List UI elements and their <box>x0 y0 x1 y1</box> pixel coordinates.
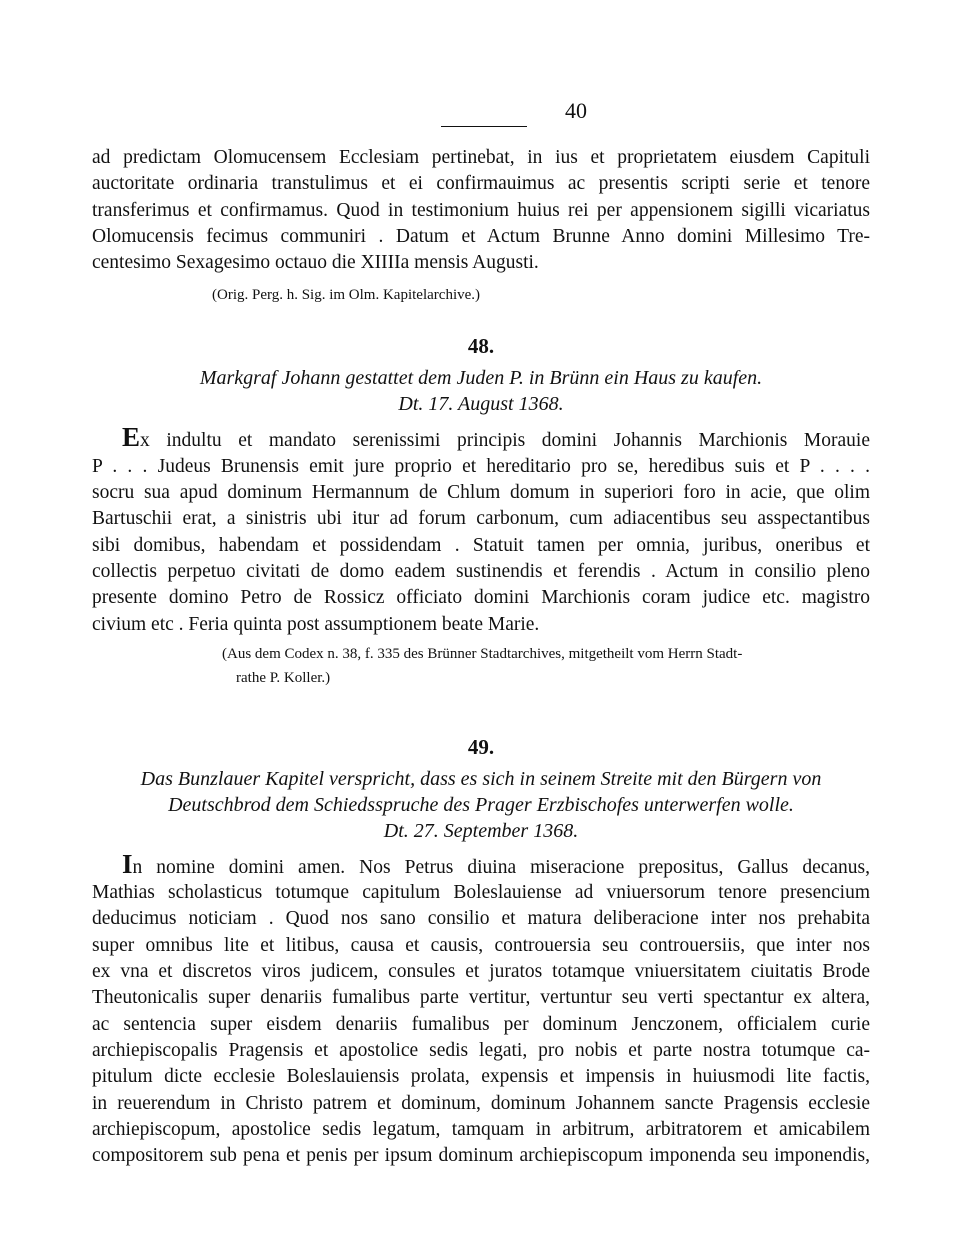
text-line: super omnibus lite et litibus, causa et causis, controuersia seu controuersiis, que inter nos <box>92 934 870 956</box>
text-line: deducimus noticiam . Quod nos sano consilio et matura deliberacione inter nos prehabita <box>92 908 870 930</box>
text-line: Mathias scholasticus totumque capitulum Boleslauiense ad vniuersorum tenore presencium <box>92 882 870 904</box>
text-line: ac sentencia super eisdem denariis fumalibus per dominum Jenczonem, officialem curie <box>92 1013 870 1035</box>
text-line <box>92 848 870 880</box>
text-line: archiepiscopum, apostolice sedis legatum, tamquam in arbitrum, arbitratorem et amicabilem <box>92 1118 870 1140</box>
first-line-text: n nomine domini amen. Nos Petrus diuina miseracione prepositus, Gallus decanus, <box>132 856 870 878</box>
heading-line: Deutschbrod dem Schiedsspruche des Prager Erzbischofes unterwerfen wolle. <box>168 793 794 816</box>
text-line: presente domino Petro de Rossicz officiato domini Marchionis coram judice etc. magistro <box>92 587 870 609</box>
document-heading <box>92 365 870 417</box>
text-line <box>92 422 870 453</box>
page-number: 40 <box>565 98 587 123</box>
document-number: 48. <box>467 334 495 359</box>
heading-line: Dt. 17. August 1368. <box>398 393 564 416</box>
intro-text <box>92 145 870 276</box>
initial-letter: I <box>122 848 133 879</box>
text-line: sibi domibus, habendam et possidendam . Statuit tamen per omnia, juribus, oneribus et <box>92 534 870 556</box>
heading-line: Das Bunzlauer Kapitel verspricht, dass es sich in seinem Streite mit den Bürgern von <box>140 767 822 790</box>
text-line: in reuerendum in Christo patrem et dominum, dominum Johannem sancte Pragensis ecclesie <box>92 1092 870 1114</box>
document-number: 49. <box>467 734 495 759</box>
text-line: ex vna et discretos viros judicem, consules et juratos totamque vniuersitatem ciuitatis Brode <box>92 961 870 983</box>
source-note: (Orig. Perg. h. Sig. im Olm. Kapitelarchive.) <box>212 287 481 304</box>
text-line: socru sua apud dominum Hermannum de Chlum domum in superiori foro in acie, que olim <box>92 482 870 504</box>
first-line-text: x indultu et mandato serenissimi principis domini Johannis Marchionis Morauie <box>140 430 870 452</box>
text-line: centesimo Sexagesimo octauo die XIIIIa mensis Augusti. <box>92 252 539 274</box>
page-number-rule <box>441 126 527 127</box>
heading-line: Markgraf Johann gestattet dem Juden P. in Brünn ein Haus zu kaufen. <box>199 367 763 390</box>
text-line: Theutonicalis super denariis fumalibus parte vertitur, vertuntur seu verti spectantur ex altera, <box>92 987 870 1009</box>
text-line: archiepiscopalis Pragensis et apostolice sedis legati, pro nobis et parte nostra totumque ca- <box>92 1039 870 1061</box>
text-line: Bartuschii erat, a sinistris ubi itur ad forum carbonum, cum adiacentibus seu asspectantibus <box>92 508 870 530</box>
initial-letter: E <box>122 422 141 453</box>
text-line: auctoritate ordinaria transtulimus et ei confirmauimus ac presentis scripti serie et tenore <box>92 173 870 195</box>
source-line: (Aus dem Codex n. 38, f. 335 des Brünner Stadtarchives, mitgetheilt vom Herrn Stadt- <box>222 645 743 662</box>
source-note <box>222 642 870 690</box>
document-body <box>92 848 870 1170</box>
text-line: P . . . Judeus Brunensis emit jure proprio et hereditario pro se, heredibus suis et P . . . . <box>92 455 870 477</box>
text-line: civium etc . Feria quinta post assumptionem beate Marie. <box>92 613 540 635</box>
heading-line: Dt. 27. September 1368. <box>383 819 579 842</box>
document-body <box>92 422 870 637</box>
text-line: transferimus et confirmamus. Quod in testimonium huius rei per appensionem sigilli vicariatus <box>92 199 870 221</box>
source-line: rathe P. Koller.) <box>236 669 331 686</box>
text-line: Olomucensis fecimus communiri . Datum et Actum Brunne Anno domini Millesimo Tre- <box>92 225 870 247</box>
document-heading <box>92 766 870 844</box>
document-page <box>92 98 870 1169</box>
text-line: compositorem sub pena et penis per ipsum dominum archiepiscopum imponenda seu imponendis, <box>92 1145 870 1167</box>
text-line: ad predictam Olomucensem Ecclesiam pertinebat, in ius et proprietatem eiusdem Capituli <box>92 147 870 168</box>
text-line: pitulum dicte ecclesie Boleslauiensis prolata, expensis et impensis in huiusmodi lite factis, <box>92 1066 870 1088</box>
text-line: collectis perpetuo civitati de domo eadem sustinendis et ferendis . Actum in consilio pleno <box>92 560 870 582</box>
